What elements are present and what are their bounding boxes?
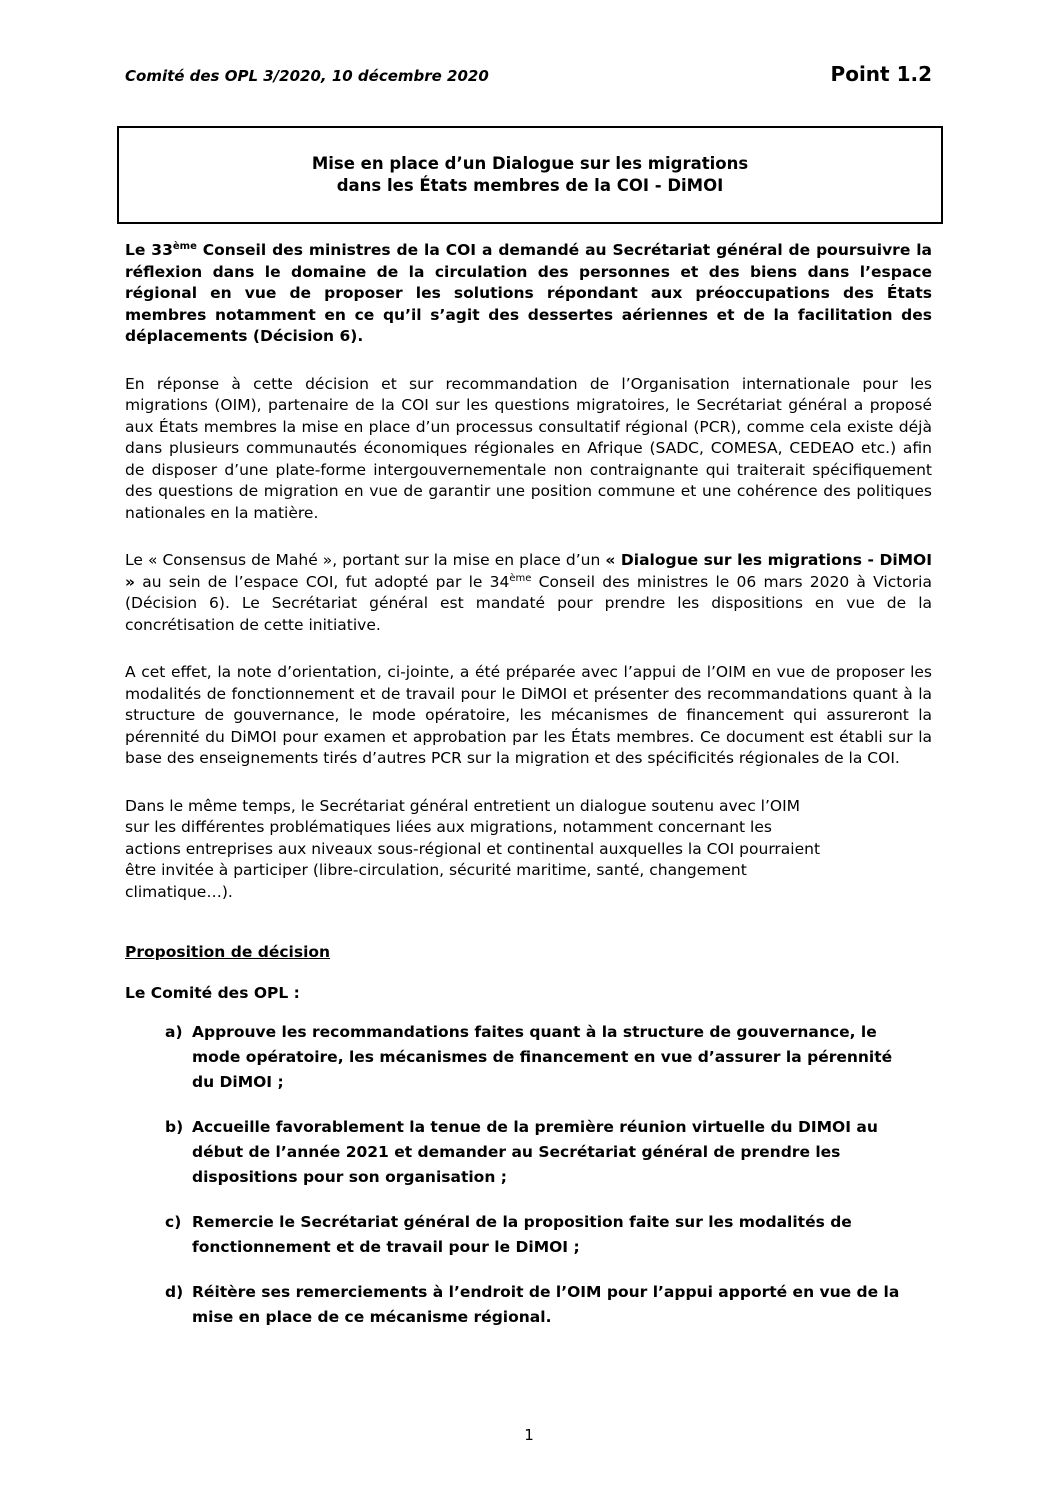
item-text: Accueille favorablement la tenue de la première réunion virtuelle du DIMOI au début de l’année 2021 et demander au Secrétariat général de prendre les dispositions pour son organisation ; <box>192 1118 878 1186</box>
decision-item-a <box>125 1020 932 1095</box>
paragraph-5-line: sur les différentes problématiques liées aux migrations, notamment concernant les <box>125 818 772 836</box>
text-run: Conseil des ministres de la COI a demandé au Secrétariat général de poursuivre la réflexion dans le domaine de la circulation des personnes et des biens dans l’espace régional en vue de proposer les solutions répondant aux préoccupations des États membres notamment en ce qu’il s’agit des dessertes aériennes et de la facilitation des déplacements (Décision 6). <box>125 241 933 345</box>
decision-heading: Proposition de décision <box>125 943 331 961</box>
paragraph-5-line: Dans le même temps, le Secrétariat général entretient un dialogue soutenu avec l’OIM <box>125 796 801 815</box>
item-marker: c) <box>165 1213 182 1231</box>
item-marker: a) <box>165 1023 183 1041</box>
superscript-ordinal: ème <box>509 572 532 584</box>
paragraph-2: En réponse à cette décision et sur recommandation de l’Organisation internationale pour les migrations (OIM), partenaire de la COI sur les questions migratoires, le Secrétariat général a proposé aux États membres la mise en place d’un processus consultatif régional (PCR), comme cela existe déjà dans plusieurs communautés économiques régionales en Afrique (SADC, COMESA, CEDEAO etc.) afin de disposer d’une plate-forme intergouvernementale non contraignante qui traiterait spécifiquement des questions de migration en vue de garantir une position commune et une cohérence des politiques nationales en la matière. <box>125 374 932 522</box>
item-marker: b) <box>165 1118 184 1136</box>
text-run: au sein de l’espace COI, fut adopté par le 34 <box>135 572 510 591</box>
paragraph-1 <box>125 240 932 348</box>
paragraph-4: A cet effet, la note d’orientation, ci-jointe, a été préparée avec l’appui de l’OIM en vue de proposer les modalités de fonctionnement et de travail pour le DiMOI et présenter des recommandations quant à la structure de gouvernance, le mode opératoire, les mécanismes de financement qui assureront la pérennité du DiMOI pour examen et approbation par les États membres. Ce document est établi sur la base des enseignements tirés d’autres PCR sur la migration et des spécificités régionales de la COI. <box>125 663 932 767</box>
superscript-ordinal: ème <box>172 240 197 252</box>
page-content <box>125 0 932 1330</box>
title-line-1: Mise en place d’un Dialogue sur les migrations <box>311 154 749 173</box>
agenda-point-label: Point 1.2 <box>830 62 932 86</box>
page-number: 1 <box>524 1426 534 1444</box>
title-box <box>117 126 943 224</box>
item-text: Réitère ses remerciements à l’endroit de l’OIM pour l’appui apporté en vue de la mise en place de ce mécanisme régional. <box>192 1283 900 1326</box>
item-text: Approuve les recommandations faites quant à la structure de gouvernance, le mode opératoire, les mécanismes de financement en vue d’assurer la pérennité du DiMOI ; <box>192 1023 893 1091</box>
text-run: Conseil des ministres le 06 mars 2020 à Victoria (Décision 6). Le Secrétariat général est mandaté pour prendre les dispositions en vue de la concrétisation de cette initiative. <box>125 572 932 634</box>
page-header <box>125 62 932 86</box>
bold-emphasis-dimoi: « Dialogue sur les migrations - DiMOI » <box>125 551 932 591</box>
decision-item-b <box>125 1115 932 1190</box>
decision-item-c <box>125 1210 932 1260</box>
paragraph-5-line: climatique…). <box>125 882 233 901</box>
committee-label: Le Comité des OPL : <box>125 984 300 1002</box>
paragraph-5-line: être invitée à participer (libre-circulation, sécurité maritime, santé, changement <box>125 861 747 879</box>
text-run: Le « Consensus de Mahé », portant sur la mise en place d’un <box>125 551 606 569</box>
decision-item-d <box>125 1280 932 1330</box>
item-text: Remercie le Secrétariat général de la proposition faite sur les modalités de fonctionnement et de travail pour le DiMOI ; <box>192 1213 852 1256</box>
decision-list <box>125 1020 932 1330</box>
item-marker: d) <box>165 1283 184 1301</box>
title-line-2: dans les États membres de la COI - DiMOI <box>336 176 724 195</box>
paragraph-3 <box>125 550 932 636</box>
paragraph-5 <box>125 796 932 904</box>
paragraph-5-line: actions entreprises aux niveaux sous-régional et continental auxquelles la COI pourraient <box>125 839 821 858</box>
document-reference: Comité des OPL 3/2020, 10 décembre 2020 <box>125 67 489 85</box>
text-run: Le 33 <box>125 241 173 259</box>
